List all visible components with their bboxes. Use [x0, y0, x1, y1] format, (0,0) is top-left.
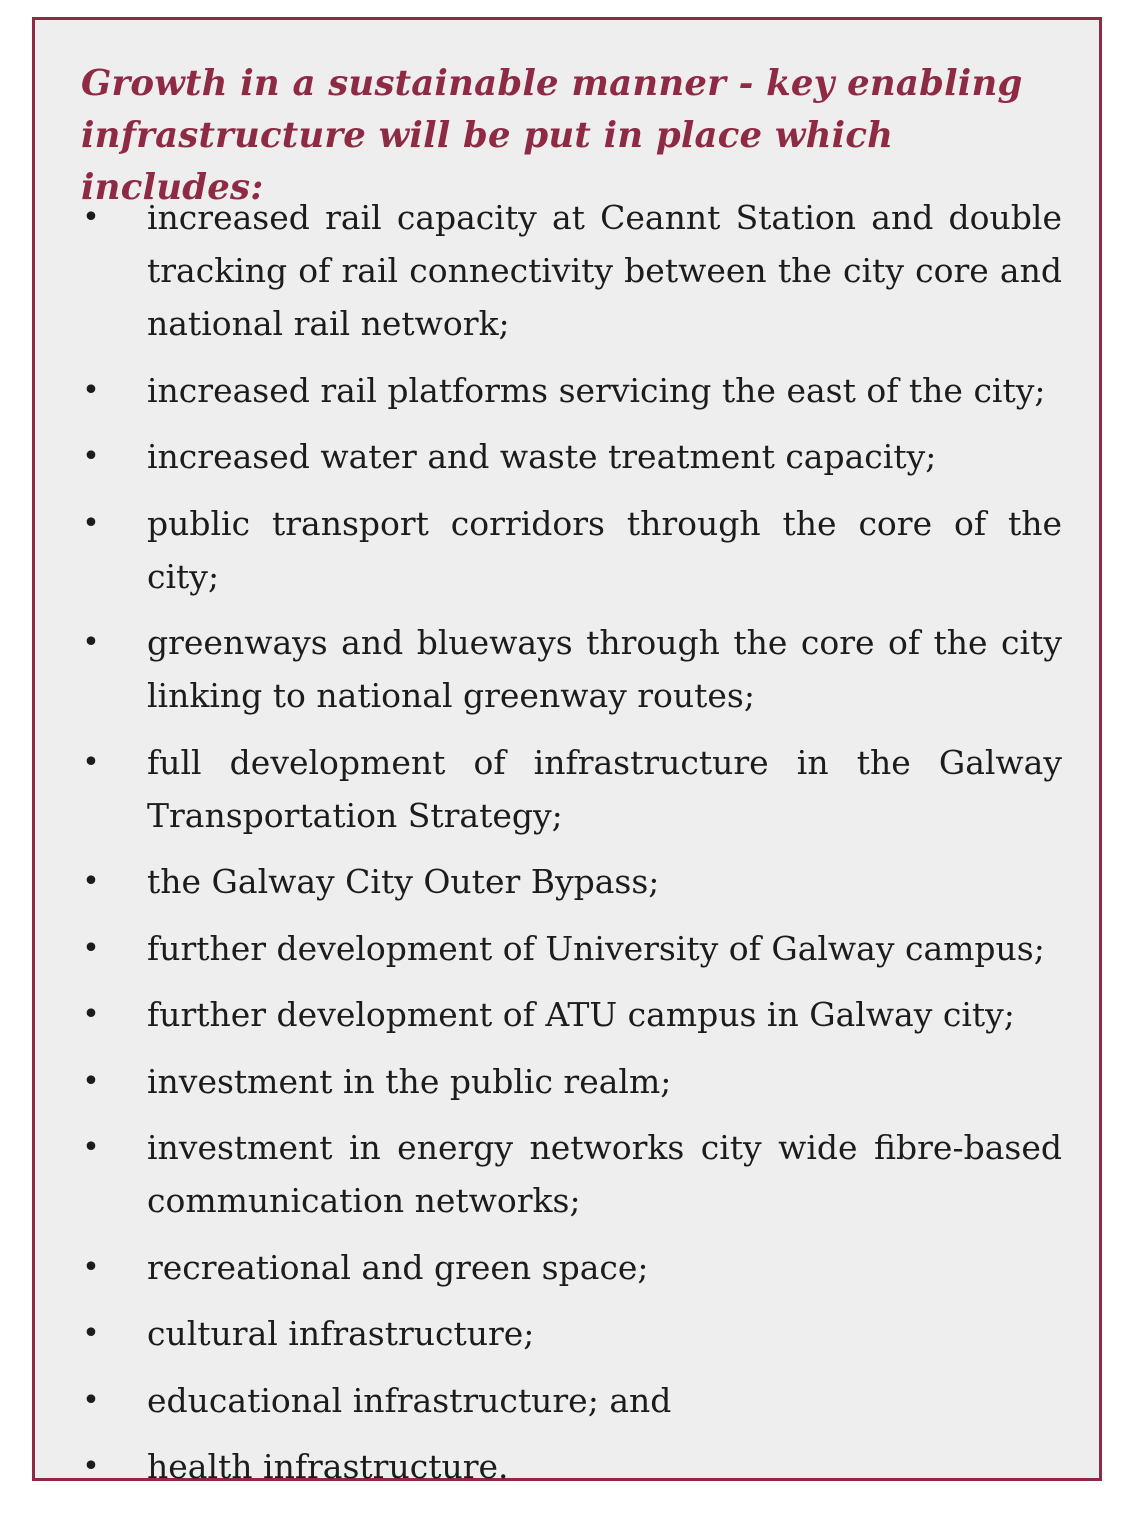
- list-item-text: investment in the public realm;: [147, 1061, 672, 1101]
- infrastructure-list: [35, 191, 1105, 1507]
- bullet-icon: •: [82, 930, 100, 966]
- list-item: [35, 364, 1105, 417]
- list-item-text: cultural infrastructure;: [147, 1314, 535, 1353]
- list-item: [35, 191, 1105, 350]
- list-item: [35, 1121, 1105, 1227]
- list-item-text: increased rail platforms servicing the east of the city;: [147, 370, 1046, 410]
- list-item: [35, 616, 1105, 722]
- list-item: [35, 1307, 1105, 1360]
- list-item: [35, 988, 1105, 1041]
- list-item: [35, 1241, 1105, 1294]
- bullet-icon: •: [82, 1316, 100, 1351]
- bullet-icon: •: [82, 744, 100, 780]
- list-item-text: public transport corridors through the core of the city;: [147, 503, 1062, 596]
- bullet-icon: •: [82, 625, 100, 660]
- list-item-text: health infrastructure.: [147, 1447, 509, 1486]
- list-item: [35, 1055, 1105, 1108]
- bullet-icon: •: [82, 200, 100, 235]
- list-item: [35, 1440, 1105, 1493]
- list-item-text: recreational and green space;: [147, 1247, 649, 1287]
- bullet-icon: •: [82, 1130, 100, 1165]
- list-item: [35, 1374, 1105, 1427]
- callout-heading: Growth in a sustainable manner - key enabling infrastructure will be put in place which includes:: [81, 63, 1023, 208]
- list-item: [35, 736, 1105, 842]
- bullet-icon: •: [82, 864, 100, 899]
- list-item-text: full development of infrastructure in the Galway Transportation Strategy;: [147, 742, 1062, 835]
- list-item-text: increased rail capacity at Ceannt Station and double tracking of rail connectivity between the city core and national rail network;: [147, 198, 1062, 343]
- bullet-icon: •: [82, 1063, 100, 1099]
- list-item-text: educational infrastructure; and: [147, 1380, 672, 1420]
- list-item-text: further development of University of Galway campus;: [147, 928, 1045, 968]
- list-item-text: further development of ATU campus in Galway city;: [147, 995, 1015, 1034]
- bullet-icon: •: [82, 372, 100, 408]
- bullet-icon: •: [82, 439, 100, 474]
- list-item-text: increased water and waste treatment capacity;: [147, 437, 937, 476]
- list-item-text: greenways and blueways through the core of the city linking to national greenway routes;: [147, 623, 1062, 715]
- list-item: [35, 497, 1105, 603]
- list-item: [35, 430, 1105, 483]
- bullet-icon: •: [82, 1382, 100, 1418]
- list-item: [35, 922, 1105, 975]
- infrastructure-callout-box: [32, 17, 1102, 1486]
- list-item-text: the Galway City Outer Bypass;: [147, 862, 660, 901]
- list-item-text: investment in energy networks city wide fibre-based communication networks;: [147, 1128, 1062, 1220]
- bullet-icon: •: [82, 505, 100, 541]
- bullet-icon: •: [82, 1249, 100, 1285]
- bullet-icon: •: [82, 997, 100, 1032]
- list-item: [35, 855, 1105, 908]
- bullet-icon: •: [82, 1449, 100, 1484]
